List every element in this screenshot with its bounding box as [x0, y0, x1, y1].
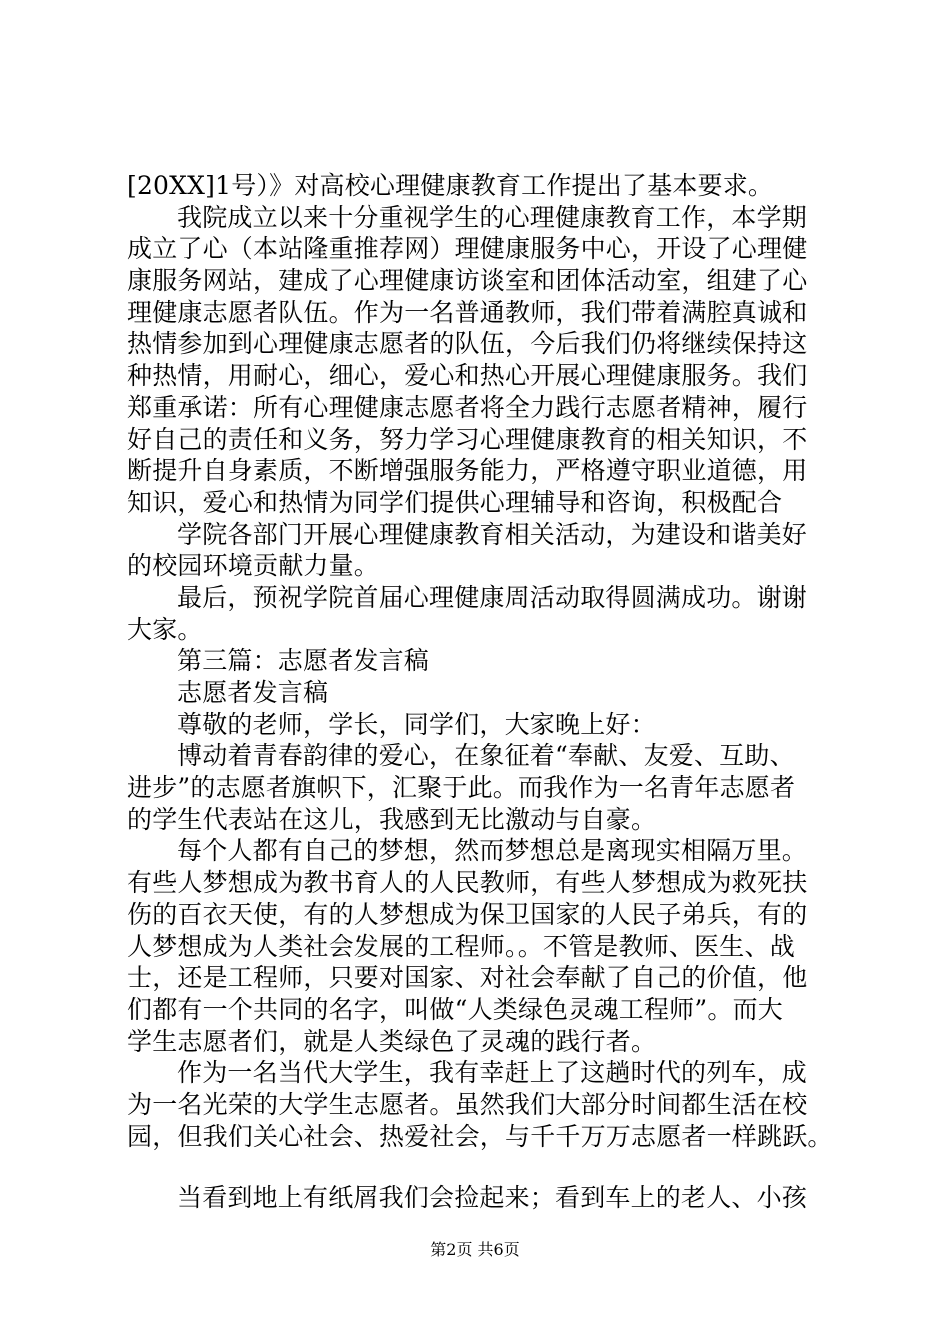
text-line: 人梦想成为人类社会发展的工程师。。不管是教师、医生、战: [127, 931, 795, 961]
text-line: 我院成立以来十分重视学生的心理健康教育工作，本学期: [177, 202, 808, 232]
text-line: 大家。: [127, 614, 203, 644]
text-line: 的学生代表站在这儿，我感到无比激动与自豪。: [127, 804, 657, 834]
text-line: 当看到地上有纸屑我们会捡起来；看到车上的老人、小孩: [177, 1183, 808, 1213]
text-line: 郑重承诺：所有心理健康志愿者将全力践行志愿者精神，履行: [127, 392, 808, 422]
text-line: 最后，预祝学院首届心理健康周活动取得圆满成功。谢谢: [177, 582, 808, 612]
text-line: 好自己的责任和义务，努力学习心理健康教育的相关知识，不: [127, 424, 808, 454]
text-line: 知识，爱心和热情为同学们提供心理辅导和咨询，积极配合: [127, 487, 783, 517]
speech-title: 志愿者发言稿: [177, 678, 329, 707]
text-line: 理健康志愿者队伍。作为一名普通教师，我们带着满腔真诚和: [127, 297, 808, 327]
text-line: 博动着青春韵律的爱心，在象征着“奉献、友爱、互助、: [177, 741, 795, 771]
text-line: 伤的百衣天使，有的人梦想成为保卫国家的人民子弟兵，有的: [127, 899, 808, 929]
text-line: 的校园环境贡献力量。: [127, 551, 380, 581]
text-line: 学生志愿者们，就是人类绿色了灵魂的践行者。: [127, 1026, 657, 1056]
section-heading: 第三篇：志愿者发言稿: [177, 646, 430, 676]
text-line: 进步”的志愿者旗帜下，汇聚于此。而我作为一名青年志愿者: [127, 773, 796, 803]
page-footer: 第2页 共6页: [430, 1240, 520, 1259]
text-line: 们都有一个共同的名字，叫做“人类绿色灵魂工程师”。而大: [127, 994, 783, 1024]
body-text: [127, 170, 837, 1214]
text-line: 成立了心（本站隆重推荐网）理健康服务中心，开设了心理健: [127, 234, 808, 264]
text-line: 学院各部门开展心理健康教育相关活动，为建设和谐美好: [177, 519, 808, 549]
text-line: 热情参加到心理健康志愿者的队伍，今后我们仍将继续保持这: [127, 329, 808, 359]
text-line: 断提升自身素质，不断增强服务能力，严格遵守职业道德，用: [127, 456, 808, 486]
text-line: 园，但我们关心社会、热爱社会，与千千万万志愿者一样跳跃。: [127, 1121, 833, 1151]
text-line: 为一名光荣的大学生志愿者。虽然我们大部分时间都生活在校: [127, 1089, 808, 1119]
text-line: 有些人梦想成为教书育人的人民教师，有些人梦想成为救死扶: [127, 868, 808, 898]
text-line: 作为一名当代大学生，我有幸赶上了这趟时代的列车，成: [177, 1058, 808, 1088]
text-line: 士，还是工程师，只要对国家、对社会奉献了自己的价值，他: [127, 963, 808, 993]
salutation: 尊敬的老师，学长，同学们，大家晚上好：: [177, 709, 656, 739]
text-line: 每个人都有自己的梦想，然而梦想总是离现实相隔万里。: [177, 836, 808, 866]
text-line: 康服务网站，建成了心理健康访谈室和团体活动室，组建了心: [127, 266, 808, 296]
text-line: [20XX]1号）》对高校心理健康教育工作提出了基本要求。: [127, 171, 774, 200]
text-line: 种热情，用耐心，细心，爱心和热心开展心理健康服务。我们: [127, 361, 808, 391]
